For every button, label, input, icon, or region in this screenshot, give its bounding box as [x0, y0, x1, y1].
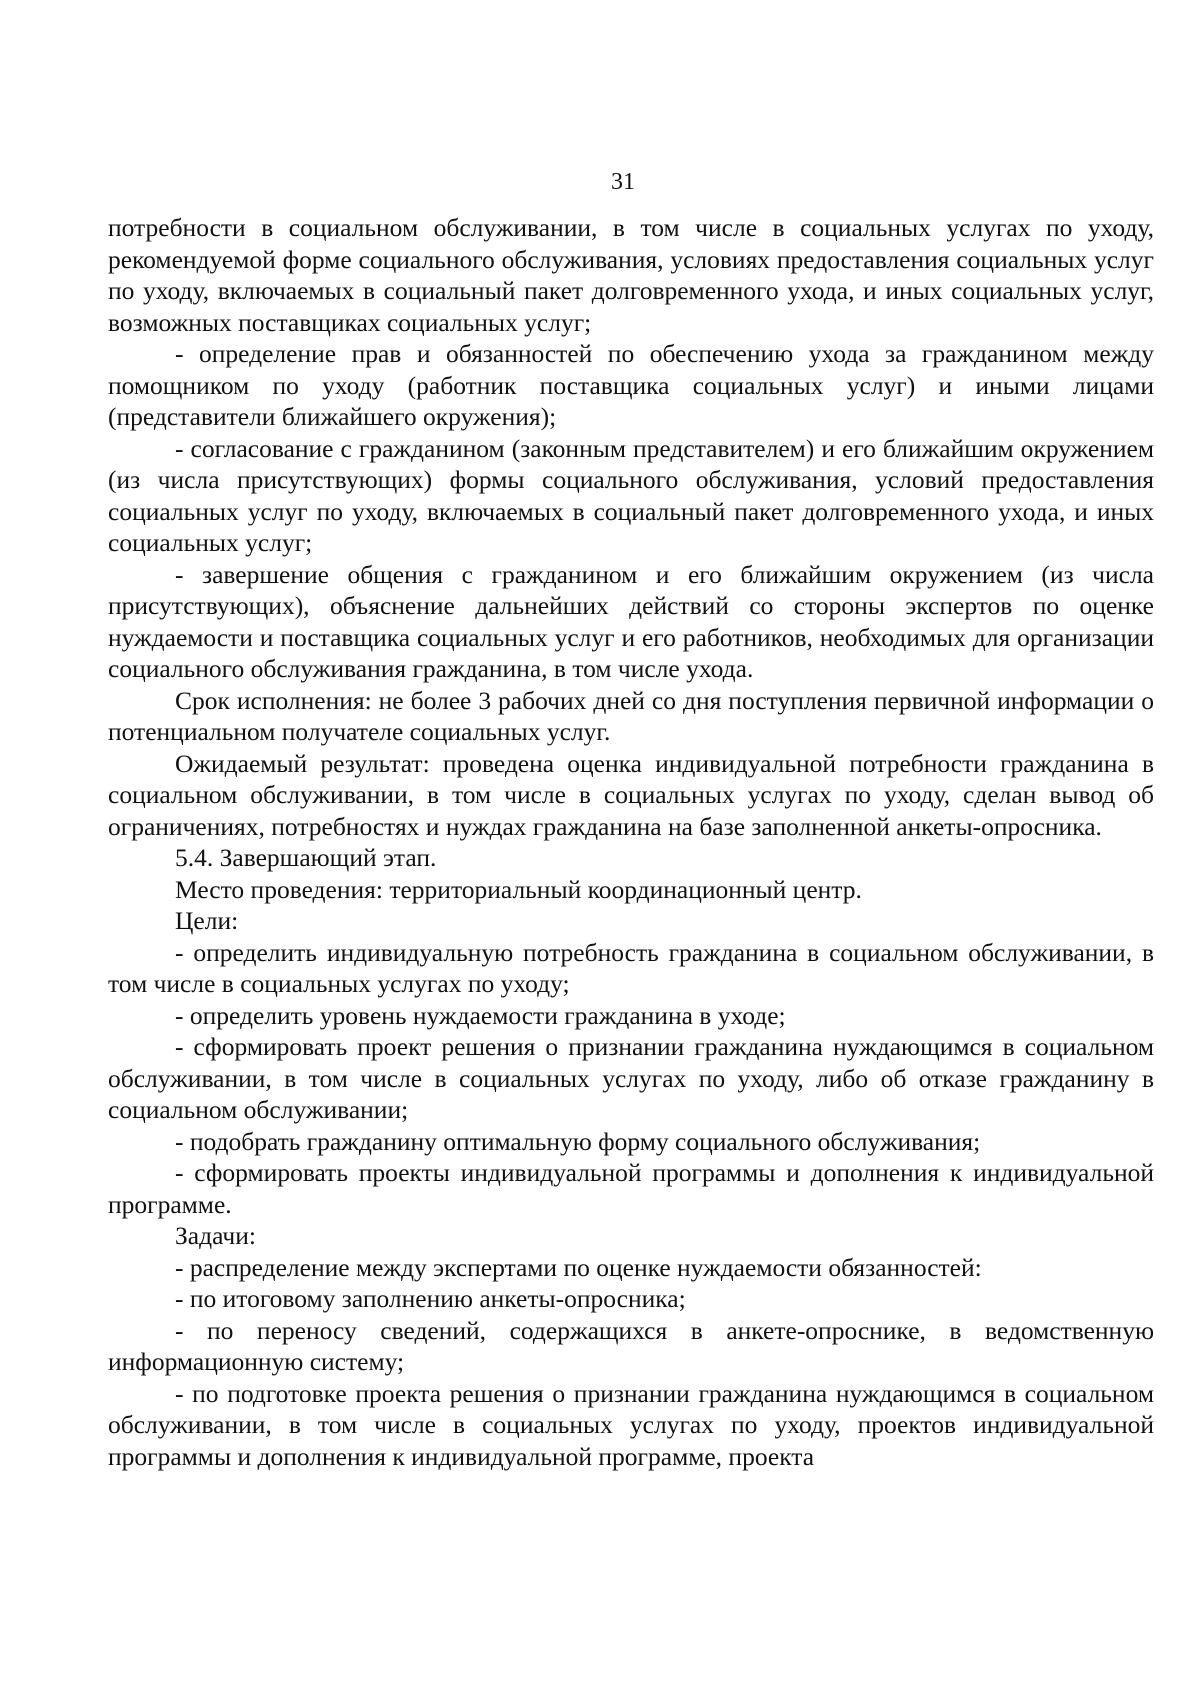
body-text: [108, 212, 1154, 1472]
paragraph-1: потребности в социальном обслуживании, в том числе в социальных услугах по уходу, рекомендуемой форме социального обслуживания, условиях предоставления социальных услуг по уходу, включаемых в социальный пакет долговременного ухода, и иных социальных услуг, возможных поставщиках социальных услуг;: [108, 213, 1154, 337]
goal-item-1: - определить индивидуальную потребность гражданина в социальном обслуживании, в том числе в социальных услугах по уходу;: [108, 937, 1154, 998]
paragraph-location: Место проведения: территориальный координационный центр.: [175, 874, 862, 904]
goal-item-2: - определить уровень нуждаемости гражданина в уходе;: [175, 1000, 786, 1030]
task-item-2: - по итоговому заполнению анкеты-опросника;: [175, 1284, 686, 1313]
goal-item-3: - сформировать проект решения о признании гражданина нуждающимся в социальном обслуживании, в том числе в социальных услугах по уходу, либо об отказе гражданину в социальном обслуживании;: [108, 1032, 1154, 1124]
paragraph-expected-result: Ожидаемый результат: проведена оценка индивидуальной потребности гражданина в социальном обслуживании, в том числе в социальных услугах по уходу, сделан вывод об ограничениях, потребностях и нуждах гражданина на базе заполненной анкеты-опросника.: [108, 748, 1154, 841]
goal-item-5: - сформировать проекты индивидуальной программы и дополнения к индивидуальной программе.: [108, 1158, 1154, 1219]
paragraph-3: - согласование с гражданином (законным представителем) и его ближайшим окружением (из числа присутствующих) формы социального обслуживания, условий предоставления социальных услуг по уходу, включаемых в социальный пакет долговременного ухода, и иных социальных услуг;: [108, 433, 1154, 557]
paragraph-4: - завершение общения с гражданином и его ближайшим окружением (из числа присутствующих), объяснение дальнейших действий со стороны экспертов по оценке нуждаемости и поставщика социальных услуг и его работников, необходимых для организации социального обслуживания гражданина, в том числе ухода.: [108, 559, 1154, 683]
goals-heading: Цели:: [175, 906, 239, 935]
page-number: 31: [611, 169, 635, 195]
paragraph-2: - определение прав и обязанностей по обеспечению ухода за гражданином между помощником по уходу (работник поставщика социальных услуг) и иными лицами (представители ближайшего окружения);: [108, 339, 1154, 431]
paragraph-deadline: Срок исполнения: не более 3 рабочих дней со дня поступления первичной информации о потенциальном получателе социальных услуг.: [108, 685, 1154, 746]
task-item-1: - распределение между экспертами по оценке нуждаемости обязанностей:: [175, 1252, 982, 1282]
tasks-heading: Задачи:: [175, 1221, 256, 1250]
task-item-3: - по переносу сведений, содержащихся в анкете-опроснике, в ведомственную информационную систему;: [108, 1315, 1154, 1376]
goal-item-4: - подобрать гражданину оптимальную форму социального обслуживания;: [175, 1126, 981, 1156]
section-heading-5-4: 5.4. Завершающий этап.: [175, 843, 437, 872]
task-item-4: - по подготовке проекта решения о признании гражданина нуждающимся в социальном обслуживании, в том числе в социальных услугах по уходу, проектов индивидуальной программы и дополнения к индивидуальной программе, проекта: [108, 1378, 1154, 1471]
